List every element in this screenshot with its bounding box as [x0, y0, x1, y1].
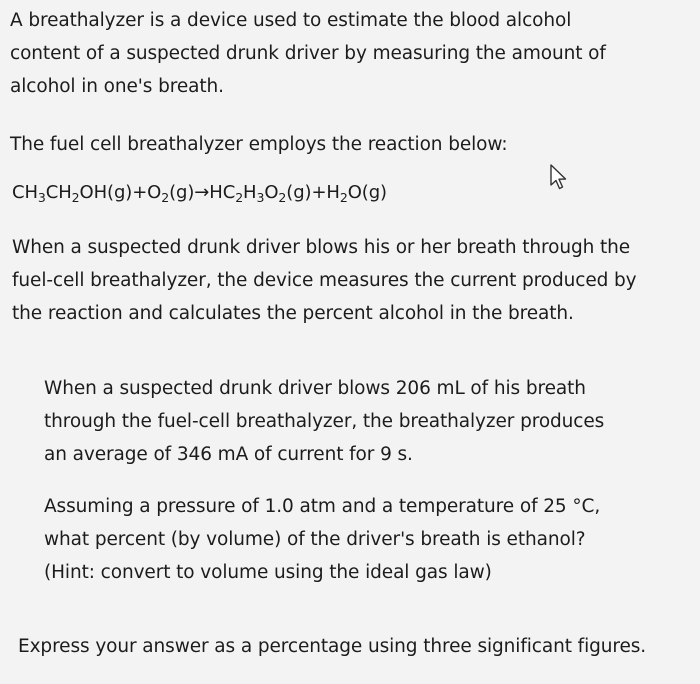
equation-subscript: 3: [37, 190, 46, 205]
question-line: what percent (by volume) of the driver's breath is ethanol?: [44, 529, 586, 550]
explanation-paragraph: [12, 231, 637, 330]
explanation-line: When a suspected drunk driver blows his or her breath through the: [12, 237, 631, 258]
equation-text: H: [243, 182, 257, 203]
chemical-equation: [12, 176, 387, 209]
equation-text: O: [264, 182, 279, 203]
reaction-intro: The fuel cell breathalyzer employs the reaction below:: [10, 134, 508, 155]
equation-subscript: 2: [235, 190, 244, 205]
equation-text: O(g): [347, 182, 387, 203]
equation-text: OH(g)+O: [79, 182, 162, 203]
question-part-1: [44, 372, 604, 471]
intro-line: alcohol in one's breath.: [10, 76, 224, 97]
question-line: When a suspected drunk driver blows 206 mL of his breath: [44, 378, 586, 399]
answer-instruction: Express your answer as a percentage using three significant figures.: [18, 636, 647, 657]
intro-paragraph: [10, 4, 606, 103]
question-line: an average of 346 mA of current for 9 s.: [44, 444, 413, 465]
question-part-2: [44, 490, 600, 589]
question-line: Assuming a pressure of 1.0 atm and a temperature of 25 °C,: [44, 496, 601, 517]
equation-subscript: 2: [161, 190, 170, 205]
equation-text: CH: [45, 182, 72, 203]
equation-subscript: 2: [339, 190, 348, 205]
equation-subscript: 2: [71, 190, 80, 205]
question-line: through the fuel-cell breathalyzer, the breathalyzer produces: [44, 411, 605, 432]
intro-line: content of a suspected drunk driver by measuring the amount of: [10, 43, 606, 64]
question-line: (Hint: convert to volume using the ideal gas law): [44, 562, 492, 583]
equation-subscript: 3: [256, 190, 265, 205]
explanation-line: the reaction and calculates the percent alcohol in the breath.: [12, 303, 574, 324]
mouse-pointer-icon: [548, 163, 568, 191]
equation-subscript: 2: [278, 190, 287, 205]
equation-text: (g)+H: [286, 182, 340, 203]
explanation-line: fuel-cell breathalyzer, the device measures the current produced by: [12, 270, 637, 291]
equation-text: (g)→HC: [169, 182, 236, 203]
equation-text: CH: [12, 182, 38, 203]
intro-line: A breathalyzer is a device used to estimate the blood alcohol: [10, 10, 572, 31]
